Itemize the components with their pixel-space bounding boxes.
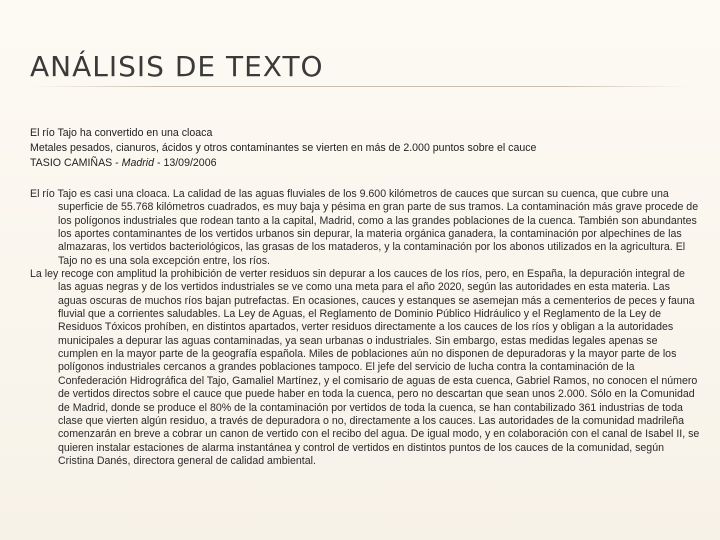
article-byline: [30, 156, 700, 171]
byline-location: Madrid: [121, 157, 155, 169]
article-headline: El río Tajo ha convertido en una cloaca: [30, 127, 213, 139]
article-header: [30, 126, 700, 171]
article-body: [30, 188, 700, 468]
byline-date: 13/09/2006: [163, 157, 217, 169]
byline-author: TASIO CAMIÑAS: [30, 157, 113, 169]
byline-separator: -: [112, 157, 122, 169]
article-paragraph: El río Tajo es casi una cloaca. La calidad de las aguas fluviales de los 9.600 kilómetros de cauces que surcan su cuenca, que cubre una superficie de 55.768 kilómetros cuadrados, es muy baja y pésima en gran parte de sus tramos. La contaminación más grave procede de los polígonos industriales que rodean tanto a la capital, Madrid, como a las grandes poblaciones de la cuenca. También son abundantes los aportes contaminantes de los vertidos urbanos sin depurar, la materia orgánica ganadera, la contaminación por alpechines de las almazaras, los vertidos bacteriológicos, las grasas de los mataderos, y la contaminación por los abonos utilizados en la agricultura. El Tajo no es una sola excepción entre, los ríos.: [30, 188, 699, 267]
article-paragraph: La ley recoge con amplitud la prohibición de verter residuos sin depurar a los cauces de los ríos, pero, en España, la depuración integral de las aguas negras y de los vertidos industriales se ve como una meta para el año 2020, según las autoridades en esta materia. Las aguas oscuras de muchos ríos bajan putrefactas. En ocasiones, cauces y estanques se asemejan más a cementerios de peces y fauna fluvial que a corrientes saludables. La Ley de Aguas, el Reglamento de Dominio Público Hidráulico y el Reglamento de la Ley de Residuos Tóxicos prohíben, en distintos apartados, verter residuos directamente a los cauces de los ríos y obligan a la autoridades municipales a depurar las aguas contaminadas, ya sean urbanas o industriales. Sin embargo, estas medidas legales apenas se cumplen en la mayor parte de la geografía española. Miles de poblaciones aún no disponen de depuradoras y la mayor parte de los polígonos industriales cercanos a grandes poblaciones tampoco. El jefe del servicio de lucha contra la contaminación de la Confederación Hidrográfica del Tajo, Gamaliel Martínez, y el comisario de aguas de esta cuenca, Gabriel Ramos, no conocen el número de vertidos directos sobre el cauce que puede haber en toda la cuenca, pero no descartan que sean unos 2.000. Sólo en la Comunidad de Madrid, donde se produce el 80% de la contaminación por vertidos de toda la cuenca, se han contabilizado 361 industrias de toda clase que vierten algún residuo, a través de depuradora o no, directamente a los cauces. Las autoridades de la comunidad madrileña comenzarán en breve a cobrar un canon de vertido con el recibo del agua. De igual modo, y en colaboración con el canal de Isabel II, se quieren instalar estaciones de alarma instantánea y control de vertidos en distintos puntos de los cauces de la comunidad, según Cristina Danés, directora general de calidad ambiental.: [30, 268, 700, 467]
page-title: ANÁLISIS DE TEXTO: [30, 50, 324, 83]
byline-separator: -: [154, 157, 164, 169]
article-subheadline: Metales pesados, cianuros, ácidos y otros contaminantes se vierten en más de 2.000 puntos sobre el cauce: [30, 142, 537, 154]
title-underline: [30, 86, 690, 87]
